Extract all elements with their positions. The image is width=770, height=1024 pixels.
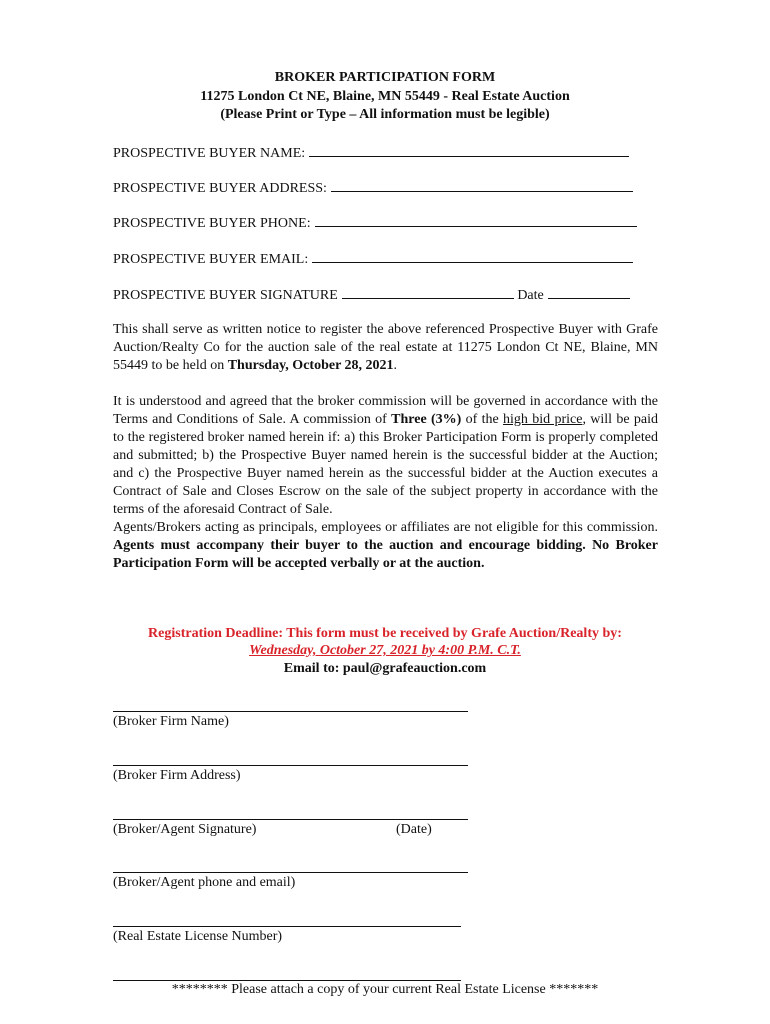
deadline-date: Wednesday, October 27, 2021 by 4:00 P.M. C.T. [249, 643, 521, 658]
agent-contact-line[interactable] [113, 872, 468, 873]
buyer-name-line[interactable] [309, 144, 629, 157]
license-attachment-line [113, 980, 461, 981]
buyer-email-label: PROSPECTIVE BUYER EMAIL: [113, 252, 309, 267]
signature-date-label: Date [517, 288, 544, 303]
auction-date: Thursday, October 28, 2021 [227, 358, 394, 373]
license-attachment-note: ******** Please attach a copy of your current Real Estate License ******* [171, 982, 599, 997]
legibility-instruction: (Please Print or Type – All information must be legible) [220, 107, 550, 122]
firm-name-line[interactable] [113, 711, 468, 712]
buyer-phone-field [113, 214, 637, 232]
registration-notice [113, 321, 658, 375]
buyer-signature-field [113, 286, 630, 304]
buyer-phone-line[interactable] [315, 214, 637, 227]
eligibility-text: Agents/Brokers acting as principals, employees or affiliates are not eligible for this commission. [113, 520, 658, 535]
buyer-phone-label: PROSPECTIVE BUYER PHONE: [113, 216, 311, 231]
notice-text: This shall serve as written notice to register the above referenced Prospective Buyer with Grafe Auction/Realty Co for the auction sale of the real estate at 11275 London Ct NE, Blaine, MN 55449 to be held on [113, 322, 658, 373]
buyer-signature-line[interactable] [342, 286, 514, 299]
registration-deadline: Registration Deadline: This form must be received by Grafe Auction/Realty by: [148, 626, 622, 641]
property-address-line: 11275 London Ct NE, Blaine, MN 55449 - Real Estate Auction [200, 89, 570, 104]
firm-address-label: (Broker Firm Address) [113, 768, 241, 783]
terms-text-1: It is understood and agreed that the broker commission will be governed in accordance with the Terms and Conditions of Sale. A commission of [113, 394, 658, 427]
accompany-requirement: Agents must accompany their buyer to the auction and encourage bidding. No Broker Participation Form will be accepted verbally or at the auction. [113, 538, 658, 571]
license-number-line[interactable] [113, 926, 461, 927]
buyer-address-label: PROSPECTIVE BUYER ADDRESS: [113, 181, 327, 196]
terms-text-2: of the [461, 412, 504, 427]
buyer-address-field [113, 179, 633, 197]
agent-contact-label: (Broker/Agent phone and email) [113, 875, 296, 890]
buyer-email-line[interactable] [312, 250, 633, 263]
buyer-email-field [113, 250, 633, 268]
commission-rate: Three (3%) [391, 412, 462, 427]
buyer-name-field [113, 144, 629, 162]
firm-address-line[interactable] [113, 765, 468, 766]
firm-name-label: (Broker Firm Name) [113, 714, 229, 729]
buyer-name-label: PROSPECTIVE BUYER NAME: [113, 146, 306, 161]
buyer-signature-label: PROSPECTIVE BUYER SIGNATURE [113, 288, 338, 303]
signature-date-line[interactable] [548, 286, 630, 299]
commission-terms [113, 393, 658, 573]
high-bid-price: high bid price [503, 412, 583, 427]
buyer-address-line[interactable] [331, 179, 633, 192]
submission-email[interactable]: Email to: paul@grafeauction.com [283, 661, 487, 676]
license-number-label: (Real Estate License Number) [113, 929, 283, 944]
agent-signature-line[interactable] [113, 819, 468, 820]
notice-end: . [393, 358, 398, 373]
terms-text-3: , will be paid to the registered broker named herein if: a) this Broker Participation Form is properly completed and submitted; b) the Prospective Buyer named herein is the successful bidder at the Auction; and c) the Prospective Buyer named herein as the successful bidder at the Auction executes a Contract of Sale and Closes Escrow on the sale of the subject property in accordance with the terms of the aforesaid Contract of Sale. [113, 412, 658, 517]
agent-signature-label: (Broker/Agent Signature) [113, 822, 257, 837]
form-title: BROKER PARTICIPATION FORM [274, 70, 496, 85]
agent-date-label: (Date) [396, 822, 432, 837]
